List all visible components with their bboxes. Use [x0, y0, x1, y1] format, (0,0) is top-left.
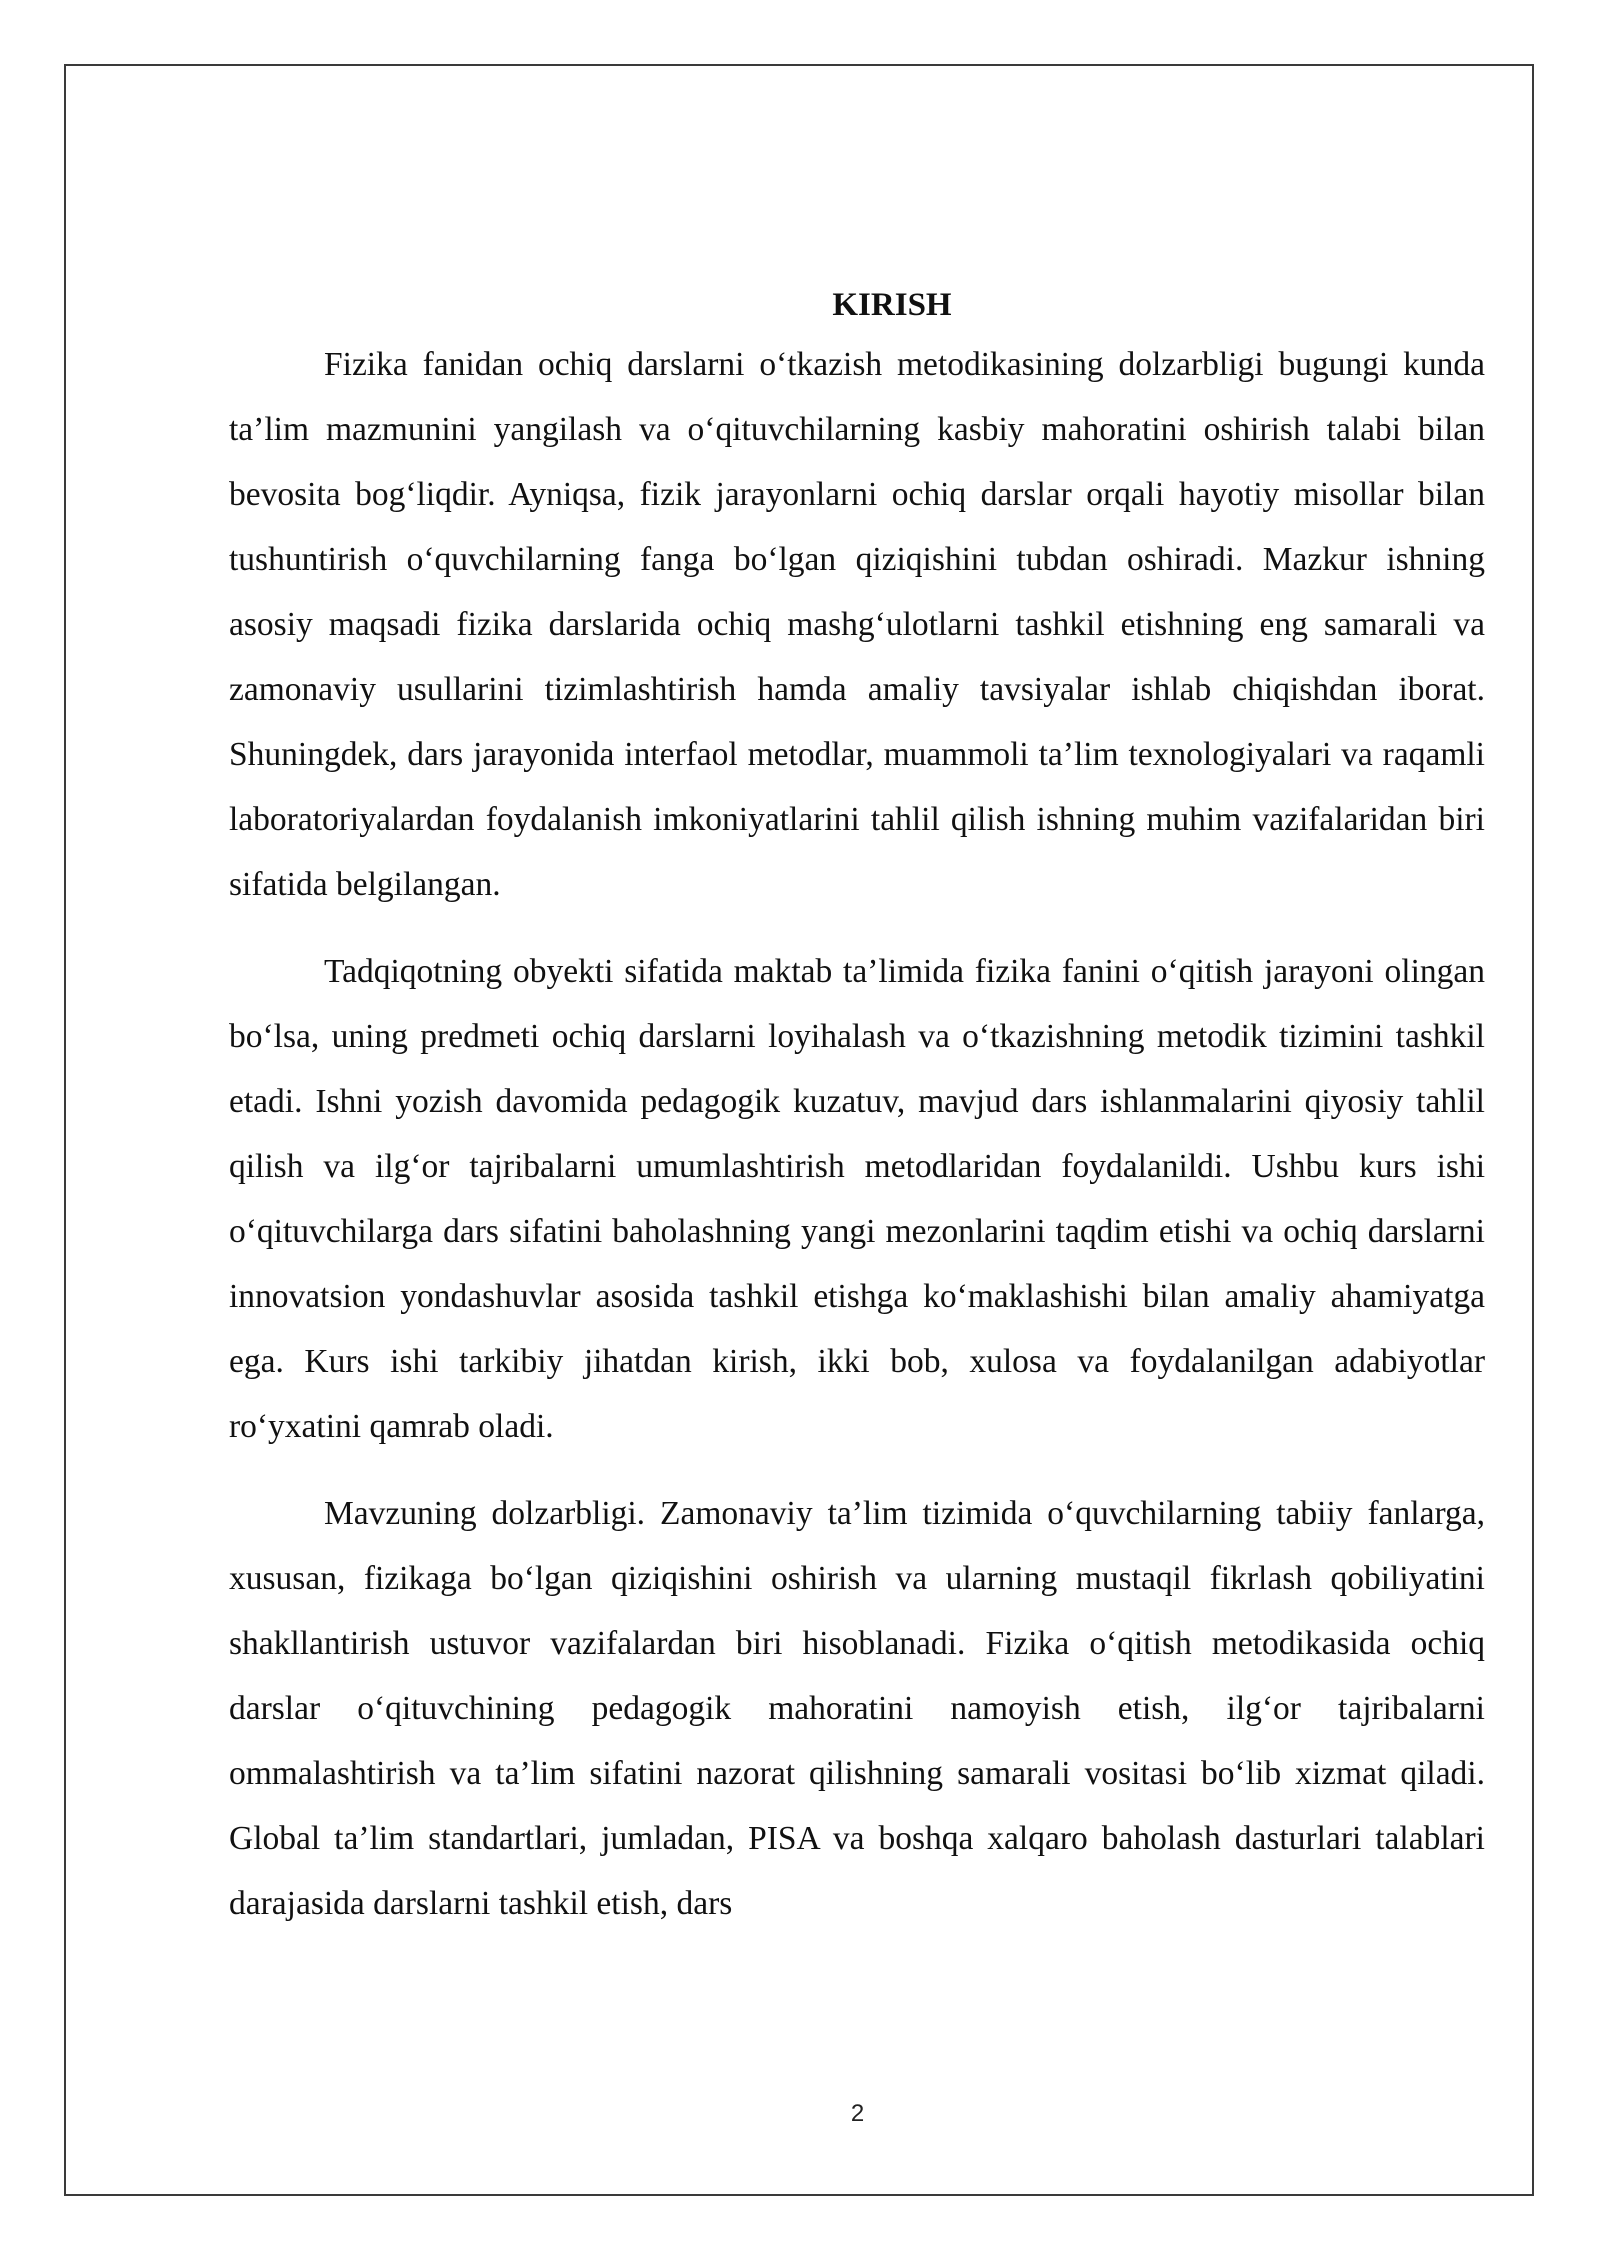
- section-heading: KIRISH: [832, 287, 952, 323]
- paragraph-research-object: Tadqiqotning obyekti sifatida maktab ta’limida fizika fanini o‘qitish jarayoni olingan bo‘lsa, uning predmeti ochiq darslarni loyihalash va o‘tkazishning metodik tizimini tashkil etadi. Ishni yozish davomida pedagogik kuzatuv, mavjud dars ishlanmalarini qiyosiy tahlil qilish va ilg‘or tajribalarni umumlashtirish metodlaridan foydalanildi. Ushbu kurs ishi o‘qituvchilarga dars sifatini baholashning yangi mezonlarini taqdim etishi va ochiq darslarni innovatsion yondashuvlar asosida tashkil etishga ko‘maklashishi bilan amaliy ahamiyatga ega. Kurs ishi tarkibiy jihatdan kirish, ikki bob, xulosa va foydalanilgan adabiyotlar ro‘yxatini qamrab oladi.: [229, 953, 1485, 1445]
- page-number: 2: [850, 2100, 865, 2127]
- paragraph-introduction: Fizika fanidan ochiq darslarni o‘tkazish metodikasining dolzarbligi bugungi kunda ta’lim mazmunini yangilash va o‘qituvchilarning kasbiy mahoratini oshirish talabi bilan bevosita bog‘liqdir. Ayniqsa, fizik jarayonlarni ochiq darslar orqali hayotiy misollar bilan tushuntirish o‘quvchilarning fanga bo‘lgan qiziqishini tubdan oshiradi. Mazkur ishning asosiy maqsadi fizika darslarida ochiq mashg‘ulotlarni tashkil etishning eng samarali va zamonaviy usullarini tizimlashtirish hamda amaliy tavsiyalar ishlab chiqishdan iborat. Shuningdek, dars jarayonida interfaol metodlar, muammoli ta’lim texnologiyalari va raqamli laboratoriyalardan foydalanish imkoniyatlarini tahlil qilish ishning muhim vazifalaridan biri sifatida belgilangan.: [229, 346, 1485, 903]
- document-body: [229, 278, 1485, 1936]
- paragraph-topic-relevance: Mavzuning dolzarbligi. Zamonaviy ta’lim tizimida o‘quvchilarning tabiiy fanlarga, xususan, fizikaga bo‘lgan qiziqishini oshirish va ularning mustaqil fikrlash qobiliyatini shakllantirish ustuvor vazifalardan biri hisoblanadi. Fizika o‘qitish metodikasida ochiq darslar o‘qituvchining pedagogik mahoratini namoyish etish, ilg‘or tajribalarni ommalashtirish va ta’lim sifatini nazorat qilishning samarali vositasi bo‘lib xizmat qiladi. Global ta’lim standartlari, jumladan, PISA va boshqa xalqaro baholash dasturlari talablari darajasida darslarni tashkil etish, dars: [229, 1495, 1485, 1922]
